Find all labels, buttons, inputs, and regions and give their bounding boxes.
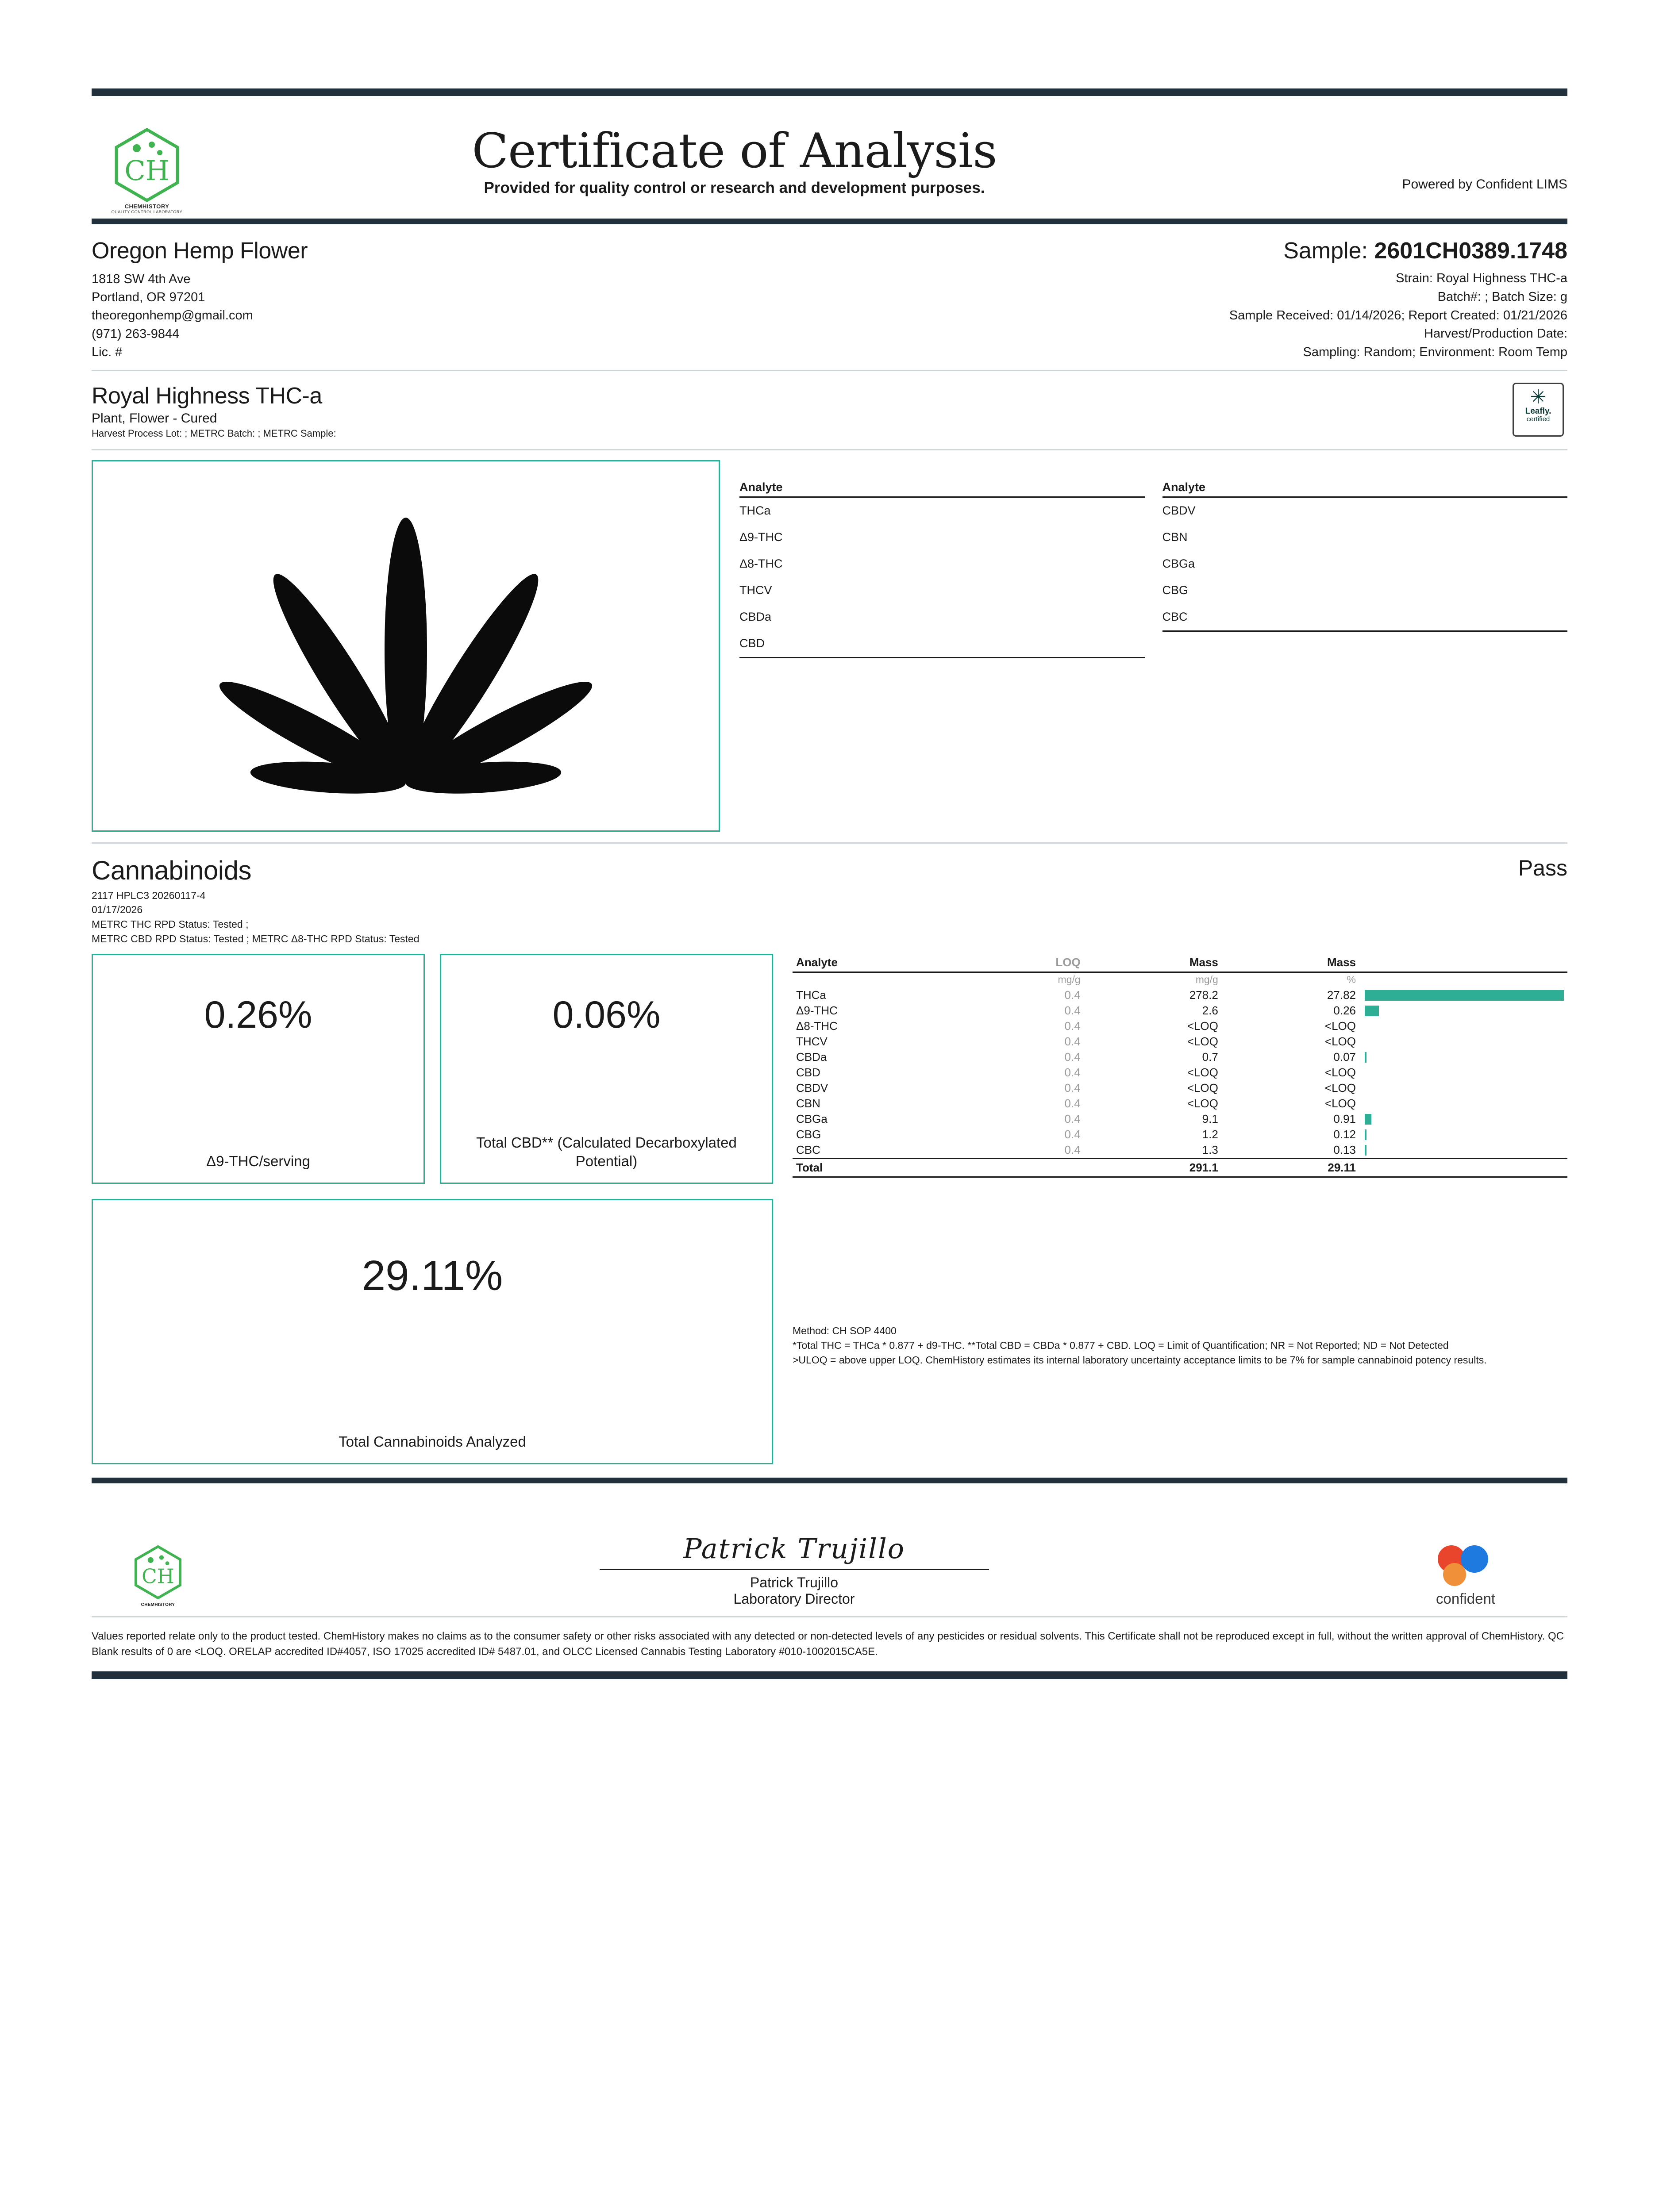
client-sample-row bbox=[92, 224, 1567, 371]
col-mass-pct: Mass bbox=[1222, 956, 1359, 972]
mini-row bbox=[739, 630, 1145, 657]
strain-type: Plant, Flower - Cured bbox=[92, 411, 217, 426]
table-row bbox=[793, 1003, 1567, 1018]
row-bar bbox=[1365, 1114, 1371, 1125]
mini-bar-area bbox=[810, 611, 1145, 623]
signature-row bbox=[92, 1483, 1567, 1616]
cannabinoids-section bbox=[92, 844, 1567, 1469]
table-row bbox=[793, 1127, 1567, 1142]
cell-loq: 0.4 bbox=[1064, 1081, 1081, 1095]
mini-bar-area bbox=[1233, 532, 1568, 543]
sample-sampling: Sampling: Random; Environment: Room Temp bbox=[1303, 345, 1567, 359]
mini-analyte-label: Δ8-THC bbox=[739, 557, 783, 571]
mini-analyte-label: THCV bbox=[739, 584, 772, 597]
header-rule bbox=[92, 219, 1567, 224]
kpi-value: 0.06% bbox=[552, 994, 661, 1037]
unit-blank bbox=[793, 972, 968, 988]
table-row bbox=[793, 1142, 1567, 1159]
document-header bbox=[92, 96, 1567, 219]
leafly-star-icon: ✳ bbox=[1530, 386, 1547, 408]
confident-dots-icon bbox=[1428, 1540, 1503, 1589]
footer-logo-caption: CHEMHISTORY bbox=[141, 1602, 175, 1608]
cell-loq: 0.4 bbox=[1064, 988, 1081, 1002]
method-line: Method: CH SOP 4400 bbox=[793, 1325, 897, 1337]
total-loq bbox=[968, 1159, 1084, 1177]
cell-mass-mg: <LOQ bbox=[1187, 1081, 1218, 1095]
leafly-sublabel: certified bbox=[1526, 415, 1550, 423]
cell-bar bbox=[1359, 1034, 1567, 1049]
chemhistory-logo bbox=[92, 108, 202, 214]
cell-loq: 0.4 bbox=[1064, 1112, 1081, 1126]
confident-wordmark: confident bbox=[1436, 1590, 1495, 1607]
cell-loq: 0.4 bbox=[1064, 1097, 1081, 1110]
bottom-rule bbox=[92, 1671, 1567, 1679]
client-address-2: Portland, OR 97201 bbox=[92, 290, 205, 305]
table-header-row bbox=[793, 956, 1567, 972]
logo-caption: CHEMHISTORY bbox=[124, 203, 169, 210]
cannabis-leaf-icon bbox=[162, 473, 649, 818]
unit-mass-pct: % bbox=[1347, 974, 1356, 986]
mini-row bbox=[1162, 551, 1568, 577]
cannabinoids-body bbox=[92, 954, 1567, 1464]
client-license: Lic. # bbox=[92, 345, 123, 359]
client-phone: (971) 263-9844 bbox=[92, 326, 180, 341]
cell-mass-mg: <LOQ bbox=[1187, 1019, 1218, 1033]
method-notes bbox=[793, 1324, 1567, 1367]
table-row bbox=[793, 1018, 1567, 1034]
cannabinoids-meta bbox=[92, 888, 1567, 946]
mini-analyte-label: CBGa bbox=[1162, 557, 1195, 571]
kpi-caption: Δ9-THC/serving bbox=[206, 1153, 310, 1170]
powered-by-label: Powered by Confident LIMS bbox=[1402, 177, 1567, 192]
cell-bar bbox=[1359, 1142, 1567, 1159]
table-row bbox=[793, 1080, 1567, 1096]
kpi-caption: Total Cannabinoids Analyzed bbox=[339, 1433, 526, 1450]
cell-analyte: CBDV bbox=[796, 1081, 828, 1095]
total-label: Total bbox=[793, 1159, 968, 1177]
cell-bar bbox=[1359, 1127, 1567, 1142]
cell-mass-mg: <LOQ bbox=[1187, 1097, 1218, 1110]
kpi-column bbox=[92, 954, 773, 1464]
mini-header-right: Analyte bbox=[1162, 480, 1568, 498]
client-name: Oregon Hemp Flower bbox=[92, 238, 308, 264]
cell-mass-pct: <LOQ bbox=[1324, 1097, 1356, 1110]
cell-mass-pct: 27.82 bbox=[1327, 988, 1356, 1002]
cell-mass-mg: <LOQ bbox=[1187, 1035, 1218, 1048]
unit-mass-mg: mg/g bbox=[1195, 974, 1218, 986]
cell-bar bbox=[1359, 987, 1567, 1003]
leafly-label: Leafly. bbox=[1525, 406, 1551, 416]
kpi-value: 0.26% bbox=[204, 994, 312, 1037]
status-badge: Pass bbox=[1518, 855, 1567, 880]
mini-bar-area bbox=[810, 585, 1145, 596]
cell-analyte: CBD bbox=[796, 1066, 820, 1079]
definitions-line: *Total THC = THCa * 0.877 + d9-THC. **Total CBD = CBDa * 0.877 + CBD. LOQ = Limit of Quantification; NR = Not Reported; ND = Not Detected bbox=[793, 1340, 1449, 1352]
mini-analyte-label: Δ9-THC bbox=[739, 530, 783, 544]
signature-line bbox=[600, 1569, 989, 1570]
cell-mass-mg: 1.2 bbox=[1202, 1128, 1218, 1141]
mini-bar-area bbox=[810, 532, 1145, 543]
mini-bar-area bbox=[810, 558, 1145, 570]
cell-analyte: CBC bbox=[796, 1143, 820, 1157]
cannabinoids-heading-row bbox=[92, 855, 1567, 886]
cell-loq: 0.4 bbox=[1064, 1035, 1081, 1048]
strain-info bbox=[92, 383, 1513, 439]
signature-image: Patrick Trujillo bbox=[683, 1532, 905, 1565]
row-bar bbox=[1365, 1129, 1366, 1140]
sample-batch: Batch#: ; Batch Size: g bbox=[1437, 289, 1567, 304]
mini-row bbox=[739, 498, 1145, 524]
mini-row bbox=[1162, 498, 1568, 524]
cell-loq: 0.4 bbox=[1064, 1019, 1081, 1033]
cell-loq: 0.4 bbox=[1064, 1143, 1081, 1157]
uncertainty-line: >ULOQ = above upper LOQ. ChemHistory estimates its internal laboratory uncertainty acceptance limits to be 7% for sample cannabinoid potency results. bbox=[793, 1354, 1487, 1366]
mini-row bbox=[739, 524, 1145, 551]
strain-band bbox=[92, 371, 1567, 450]
mini-bar-area bbox=[1233, 585, 1568, 596]
cell-mass-mg: 2.6 bbox=[1202, 1004, 1218, 1018]
svg-text:CH: CH bbox=[124, 154, 169, 187]
mini-analyte-label: CBD bbox=[739, 637, 765, 650]
footer-chemhistory-logo bbox=[92, 1545, 224, 1607]
page-title: Certificate of Analysis bbox=[472, 123, 997, 179]
kpi-total-cannabinoids bbox=[92, 1199, 773, 1464]
sample-id: 2601CH0389.1748 bbox=[1374, 238, 1567, 264]
mini-rows-left bbox=[739, 498, 1145, 658]
sample-block bbox=[830, 238, 1568, 362]
cell-mass-mg: 0.7 bbox=[1202, 1050, 1218, 1064]
cell-analyte: THCV bbox=[796, 1035, 828, 1048]
col-loq: LOQ bbox=[968, 956, 1084, 972]
cell-bar bbox=[1359, 1065, 1567, 1080]
kpi-thc-serving bbox=[92, 954, 425, 1184]
mini-chart-left bbox=[739, 480, 1145, 832]
sample-harvest-date: Harvest/Production Date: bbox=[1424, 326, 1567, 341]
sample-photo bbox=[92, 460, 720, 832]
kpi-total-cbd bbox=[440, 954, 773, 1184]
col-bar bbox=[1359, 956, 1567, 972]
coa-document bbox=[0, 88, 1659, 2212]
mini-analyte-label: CBG bbox=[1162, 584, 1189, 597]
footer-rule bbox=[92, 1478, 1567, 1483]
table-units-row bbox=[793, 972, 1567, 988]
cell-loq: 0.4 bbox=[1064, 1004, 1081, 1018]
cell-loq: 0.4 bbox=[1064, 1066, 1081, 1079]
unit-bar bbox=[1359, 972, 1567, 988]
top-rule bbox=[92, 88, 1567, 96]
table-row bbox=[793, 1049, 1567, 1065]
cell-analyte: CBN bbox=[796, 1097, 820, 1110]
kpi-caption: Total CBD** (Calculated Decarboxylated Potential) bbox=[476, 1134, 737, 1170]
signatory-role: Laboratory Director bbox=[733, 1591, 855, 1607]
results-column bbox=[793, 954, 1567, 1464]
unit-loq: mg/g bbox=[1058, 974, 1081, 986]
mini-bar-area bbox=[1233, 558, 1568, 570]
mini-analyte-charts bbox=[739, 460, 1567, 832]
meta-date: 01/17/2026 bbox=[92, 904, 143, 916]
mini-analyte-label: CBN bbox=[1162, 530, 1188, 544]
cell-mass-pct: <LOQ bbox=[1324, 1035, 1356, 1048]
section-title: Cannabinoids bbox=[92, 855, 251, 885]
cell-loq: 0.4 bbox=[1064, 1050, 1081, 1064]
mini-analyte-label: CBDa bbox=[739, 610, 772, 624]
cell-mass-pct: 0.13 bbox=[1333, 1143, 1356, 1157]
mini-row bbox=[1162, 604, 1568, 630]
table-row bbox=[793, 1111, 1567, 1127]
cell-bar bbox=[1359, 1018, 1567, 1034]
leafly-certified-badge bbox=[1513, 383, 1564, 437]
cell-mass-pct: 0.12 bbox=[1333, 1128, 1356, 1141]
mini-chart-right bbox=[1162, 480, 1568, 832]
mini-row bbox=[739, 577, 1145, 604]
client-block bbox=[92, 238, 830, 362]
col-mass-mg: Mass bbox=[1084, 956, 1222, 972]
cell-bar bbox=[1359, 1003, 1567, 1018]
col-analyte: Analyte bbox=[793, 956, 968, 972]
signature-block bbox=[224, 1529, 1364, 1607]
table-row bbox=[793, 1065, 1567, 1080]
strain-lot: Harvest Process Lot: ; METRC Batch: ; METRC Sample: bbox=[92, 427, 336, 439]
meta-cbd-rpd: METRC CBD RPD Status: Tested ; METRC Δ8-THC RPD Status: Tested bbox=[92, 933, 420, 945]
disclaimer-text: Values reported relate only to the product tested. ChemHistory makes no claims as to the consumer safety or other risks associated with any detected or non-detected levels of any pesticides or residual solvents. This Certificate shall not be reproduced except in full, without the written approval of ChemHistory. QC Blank results of 0 are <LOQ. ORELAP accredited ID#4057, ISO 17025 accredited ID# 5487.01, and OLCC Licensed Cannabis Testing Laboratory #010-1002015CA5E. bbox=[92, 1616, 1567, 1671]
mini-rows-right bbox=[1162, 498, 1568, 632]
mini-bar-area bbox=[810, 638, 1145, 649]
cell-mass-pct: 0.07 bbox=[1333, 1050, 1356, 1064]
row-bar bbox=[1365, 990, 1564, 1001]
cell-loq: 0.4 bbox=[1064, 1128, 1081, 1141]
meta-thc-rpd: METRC THC RPD Status: Tested ; bbox=[92, 918, 249, 930]
row-bar bbox=[1365, 1052, 1366, 1063]
mini-row bbox=[1162, 577, 1568, 604]
sample-label: Sample: bbox=[1283, 238, 1374, 264]
mini-row bbox=[739, 551, 1145, 577]
mini-row bbox=[739, 604, 1145, 630]
cannabinoid-results-table bbox=[793, 956, 1567, 1178]
cell-analyte: CBGa bbox=[796, 1112, 828, 1126]
meta-run-id: 2117 HPLC3 20260117-4 bbox=[92, 889, 206, 901]
kpi-value: 29.11% bbox=[362, 1252, 503, 1300]
sample-dates: Sample Received: 01/14/2026; Report Created: 01/21/2026 bbox=[1229, 308, 1567, 323]
sample-id-line bbox=[830, 238, 1568, 264]
total-mass-pct: 29.11 bbox=[1222, 1159, 1359, 1177]
table-row bbox=[793, 1034, 1567, 1049]
cell-mass-mg: 278.2 bbox=[1189, 988, 1218, 1002]
cell-bar bbox=[1359, 1080, 1567, 1096]
mini-header-left: Analyte bbox=[739, 480, 1145, 498]
row-bar bbox=[1365, 1006, 1379, 1016]
cell-bar bbox=[1359, 1049, 1567, 1065]
strain-name: Royal Highness THC-a bbox=[92, 383, 322, 409]
cell-mass-pct: <LOQ bbox=[1324, 1081, 1356, 1095]
cell-analyte: THCa bbox=[796, 988, 826, 1002]
total-mass-mg: 291.1 bbox=[1084, 1159, 1222, 1177]
cell-mass-pct: <LOQ bbox=[1324, 1019, 1356, 1033]
total-bar bbox=[1359, 1159, 1567, 1177]
cell-mass-mg: <LOQ bbox=[1187, 1066, 1218, 1079]
mini-analyte-label: CBDV bbox=[1162, 504, 1196, 518]
mini-row bbox=[1162, 524, 1568, 551]
mini-analyte-label: THCa bbox=[739, 504, 771, 518]
table-row bbox=[793, 987, 1567, 1003]
cell-mass-mg: 9.1 bbox=[1202, 1112, 1218, 1126]
row-bar bbox=[1365, 1145, 1366, 1156]
title-block bbox=[202, 108, 1266, 197]
cell-analyte: Δ9-THC bbox=[796, 1004, 838, 1018]
cell-analyte: CBG bbox=[796, 1128, 821, 1141]
cell-analyte: Δ8-THC bbox=[796, 1019, 838, 1033]
mini-bar-area bbox=[1233, 505, 1568, 517]
kpi-row bbox=[92, 954, 773, 1184]
cell-mass-pct: 0.91 bbox=[1333, 1112, 1356, 1126]
signatory-name: Patrick Trujillo bbox=[750, 1575, 839, 1591]
logo-tagline: QUALITY CONTROL LABORATORY bbox=[111, 210, 183, 214]
hex-logo-icon bbox=[114, 128, 180, 202]
page-subtitle: Provided for quality control or research and development purposes. bbox=[484, 179, 985, 197]
mini-bar-area bbox=[1233, 611, 1568, 623]
cell-mass-mg: 1.3 bbox=[1202, 1143, 1218, 1157]
confident-logo bbox=[1364, 1540, 1567, 1607]
mini-analyte-label: CBC bbox=[1162, 610, 1188, 624]
media-row bbox=[92, 450, 1567, 844]
mini-bar-area bbox=[810, 505, 1145, 517]
cell-bar bbox=[1359, 1096, 1567, 1111]
cell-mass-pct: <LOQ bbox=[1324, 1066, 1356, 1079]
table-row bbox=[793, 1096, 1567, 1111]
svg-text:CH: CH bbox=[142, 1565, 174, 1589]
sample-strain: Strain: Royal Highness THC-a bbox=[1396, 271, 1567, 285]
cell-mass-pct: 0.26 bbox=[1333, 1004, 1356, 1018]
table-total-row bbox=[793, 1159, 1567, 1177]
cell-bar bbox=[1359, 1111, 1567, 1127]
hex-logo-icon-small bbox=[134, 1545, 182, 1601]
client-address-1: 1818 SW 4th Ave bbox=[92, 272, 191, 286]
client-email: theoregonhemp@gmail.com bbox=[92, 308, 253, 323]
cell-analyte: CBDa bbox=[796, 1050, 827, 1064]
